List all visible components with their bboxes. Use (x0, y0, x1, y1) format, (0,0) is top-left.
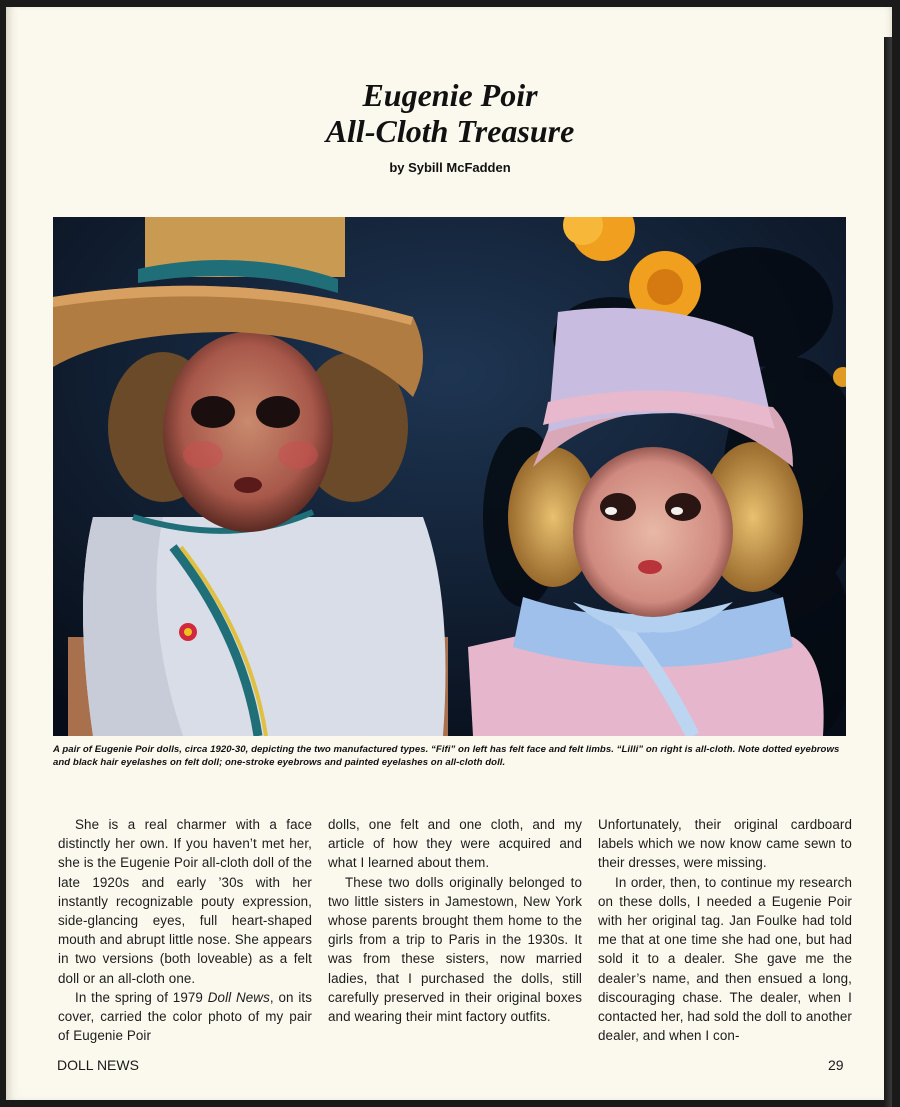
body-column-1 (58, 815, 312, 1045)
body-column-2 (328, 815, 582, 1026)
paragraph: In the spring of 1979 Doll News, on its cover, carried the color photo of my pair of Eugenie Poir (58, 989, 313, 1044)
doll-photo-illustration (53, 217, 846, 736)
paragraph: In order, then, to continue my research on these dolls, I needed a Eugenie Poir with her original tag. Jan Foulke had told me that at one time she had one, but had sold it to a dealer. She gave me the dealer’s name, and then ensued a long, discouraging chase. The dealer, when I contacted her, had sold the doll to another dealer, and when I con- (598, 874, 852, 1044)
body-column-3 (598, 815, 852, 1045)
page-number: 29 (828, 1057, 844, 1073)
footer-publication: DOLL NEWS (57, 1057, 139, 1073)
paragraph: dolls, one felt and one cloth, and my article of how they were acquired and what I learned about them. (328, 817, 582, 871)
paragraph: Unfortunately, their original cardboard labels which we now know came sewn to their dresses, were missing. (598, 817, 852, 871)
article-title-line-1: Eugenie Poir (362, 77, 538, 113)
publication-name: Doll News (207, 989, 270, 1005)
page-edge (884, 37, 892, 1107)
byline: by Sybill McFadden (389, 160, 511, 175)
photo-caption: A pair of Eugenie Poir dolls, circa 1920-30, depicting the two manufactured types. “Fifi” on left has felt face and felt limbs. “Lilli” on right is all-cloth. Note dotted eyebrows and black hair eyelashes on felt doll; one-stroke eyebrows and painted eyelashes on all-cloth doll. (53, 744, 840, 768)
doll-photo (53, 217, 846, 736)
paragraph: These two dolls originally belonged to two little sisters in Jamestown, New York whose parents brought them home to the girls from a trip to Paris in the 1930s. It was from these sisters, now married ladies, that I purchased the dolls, still carefully preserved in their original boxes and wearing their mint factory outfits. (328, 874, 582, 1025)
article-title-line-2: All-Cloth Treasure (325, 113, 575, 149)
paragraph: She is a real charmer with a face distinctly her own. If you haven’t met her, she is the Eugenie Poir all-cloth doll of the late 1920s and early ’30s with her instantly recognizable pouty expression, side-glancing eyes, full heart-shaped mouth and abrupt little nose. She appears in two versions (both loveable) as a felt doll or an all-cloth one. (58, 817, 312, 986)
